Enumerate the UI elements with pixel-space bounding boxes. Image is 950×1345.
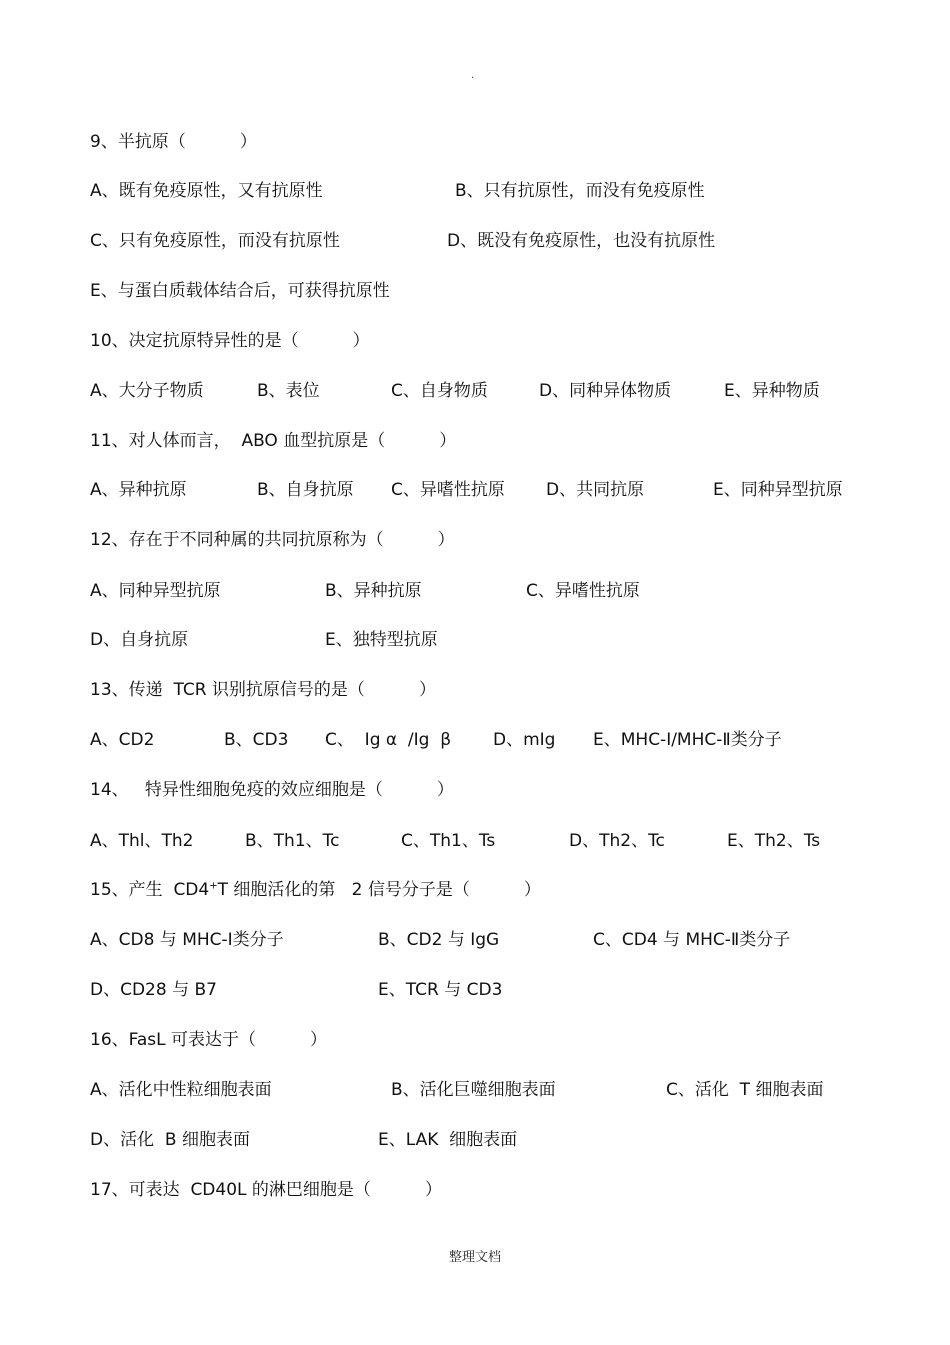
option-a: A、活化中性粒细胞表面 xyxy=(90,1080,272,1100)
option-b: B、只有抗原性，而没有免疫原性 xyxy=(455,181,705,201)
option-b: B、活化巨噬细胞表面 xyxy=(391,1080,556,1100)
question-15-options-row-1 xyxy=(90,927,850,953)
question-14-options xyxy=(90,828,850,854)
option-e: E、与蛋白质载体结合后，可获得抗原性 xyxy=(90,281,390,301)
option-a: A、大分子物质 xyxy=(90,381,204,401)
question-13-stem: 13、传递 TCR 识别抗原信号的是（ ） xyxy=(90,680,436,700)
question-16-options-row-2 xyxy=(90,1127,850,1153)
stem-text-pre: 15、产生 CD4 xyxy=(90,880,210,900)
option-e: E、独特型抗原 xyxy=(325,630,438,650)
question-12-options-row-1 xyxy=(90,578,850,604)
option-a: A、同种异型抗原 xyxy=(90,581,221,601)
option-d: D、自身抗原 xyxy=(90,630,189,650)
option-a: A、CD2 xyxy=(90,730,155,750)
question-14-stem: 14、 特异性细胞免疫的效应细胞是（ ） xyxy=(90,780,454,800)
question-9-stem: 9、半抗原（ ） xyxy=(90,132,257,152)
option-a: A、异种抗原 xyxy=(90,480,187,500)
question-13-options xyxy=(90,727,850,753)
stem-text-post: T 细胞活化的第 2 信号分子是（ ） xyxy=(217,880,541,900)
question-11-stem: 11、对人体而言， ABO 血型抗原是（ ） xyxy=(90,431,457,451)
option-d: D、同种异体物质 xyxy=(539,381,672,401)
option-a: A、既有免疫原性，又有抗原性 xyxy=(90,181,323,201)
option-d: D、mIg xyxy=(493,730,556,750)
option-c: C、CD4 与 MHC-Ⅱ类分子 xyxy=(593,930,791,950)
question-15-options-row-2 xyxy=(90,977,850,1003)
option-d: D、CD28 与 B7 xyxy=(90,980,217,1000)
option-a: A、Thl、Th2 xyxy=(90,831,194,851)
option-d: D、活化 B 细胞表面 xyxy=(90,1130,250,1150)
page-footer: 整理文档 xyxy=(448,1250,501,1265)
question-17-stem: 17、可表达 CD40L 的淋巴细胞是（ ） xyxy=(90,1180,442,1200)
option-e: E、LAK 细胞表面 xyxy=(378,1130,518,1150)
option-e: E、Th2、Ts xyxy=(727,831,821,851)
option-d: D、Th2、Tc xyxy=(569,831,665,851)
option-b: B、CD3 xyxy=(224,730,289,750)
header-mark: . xyxy=(471,70,475,81)
option-e: E、异种物质 xyxy=(724,381,820,401)
option-e: E、MHC-Ⅰ/MHC-Ⅱ类分子 xyxy=(593,730,782,750)
question-9-options-row-2 xyxy=(90,228,850,254)
question-10-stem: 10、决定抗原特异性的是（ ） xyxy=(90,331,370,351)
question-16-options-row-1 xyxy=(90,1077,850,1103)
option-c: C、只有免疫原性，而没有抗原性 xyxy=(90,231,340,251)
question-16-stem: 16、FasL 可表达于（ ） xyxy=(90,1030,328,1050)
question-15-stem xyxy=(90,877,541,903)
option-b: B、Th1、Tc xyxy=(245,831,340,851)
option-d: D、既没有免疫原性，也没有抗原性 xyxy=(447,231,716,251)
superscript-plus: + xyxy=(209,880,218,892)
option-b: B、异种抗原 xyxy=(325,581,422,601)
option-c: C、异嗜性抗原 xyxy=(391,480,505,500)
option-b: B、自身抗原 xyxy=(257,480,354,500)
question-12-stem: 12、存在于不同种属的共同抗原称为（ ） xyxy=(90,530,455,550)
option-e: E、同种异型抗原 xyxy=(713,480,843,500)
option-e: E、TCR 与 CD3 xyxy=(378,980,503,1000)
option-c: C、 Ig α /Ig β xyxy=(325,730,452,750)
question-12-options-row-2 xyxy=(90,627,850,653)
question-11-options xyxy=(90,477,860,503)
question-9-options-row-1 xyxy=(90,178,850,204)
option-b: B、表位 xyxy=(257,381,320,401)
question-10-options xyxy=(90,378,850,404)
option-a: A、CD8 与 MHC-Ⅰ类分子 xyxy=(90,930,284,950)
option-d: D、共同抗原 xyxy=(546,480,645,500)
option-b: B、CD2 与 IgG xyxy=(378,930,500,950)
option-c: C、异嗜性抗原 xyxy=(526,581,640,601)
option-c: C、Th1、Ts xyxy=(401,831,496,851)
option-c: C、活化 T 细胞表面 xyxy=(666,1080,824,1100)
option-c: C、自身物质 xyxy=(391,381,488,401)
